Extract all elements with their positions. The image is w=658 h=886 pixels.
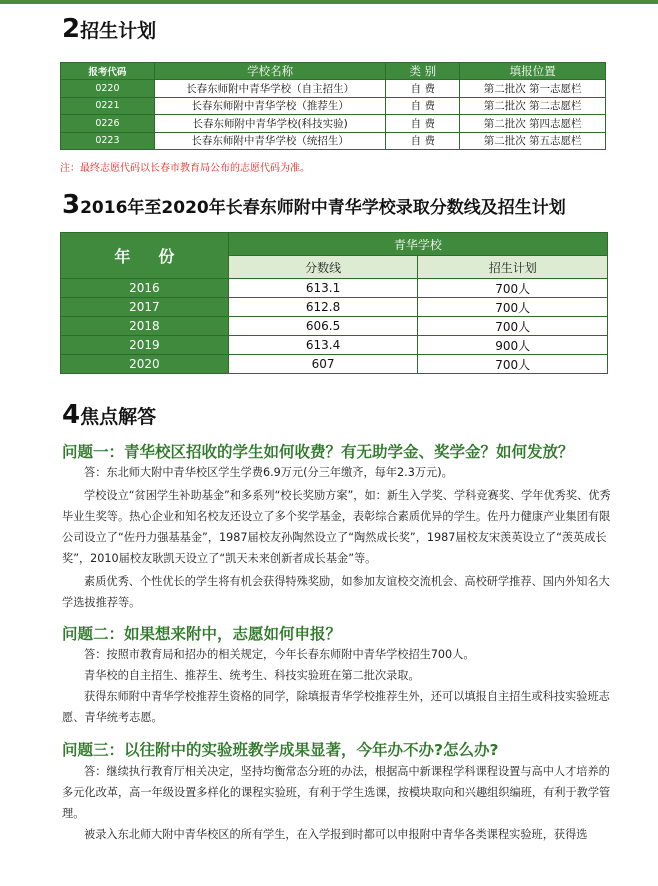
- section-title-scores: [62, 190, 566, 220]
- table-row: [61, 336, 608, 355]
- type-cell: 自 费: [386, 132, 460, 150]
- faq-answer-paragraph: 青华校的自主招生、推荐生、统考生、科技实验班在第二批次录取。: [84, 669, 420, 682]
- table-row: [61, 80, 606, 98]
- position-cell: 第二批次 第二志愿栏: [460, 97, 606, 115]
- faq-answer-paragraph: 学校设立“贫困学生补助基金”和多系列“校长奖励方案”，如：新生入学奖、学科竞赛奖、学年优秀奖、优秀毕业生奖等。热心企业和知名校友还设立了多个奖学基金，表彰综合素质优异的学生。佐丹力健康产业集团有限公司设立了“佐丹力强基基金”，1987届校友孙陶然设立了“陶然成长奖”，1987届校友宋羡英设立了“羡英成长奖”，2010届校友耿凯天设立了“凯天未来创新者成长基金”等。: [62, 489, 611, 565]
- section-title-text: 招生计划: [80, 20, 157, 42]
- score-cell: 613.1: [228, 279, 418, 298]
- faq-answer-paragraph: 答：继续执行教育厅相关决定，坚持均衡常态分班的办法，根据高中新课程学科课程设置与高中人才培养的多元化改革，高一年级设置多样化的课程实验班，有利于学生选课，按模块取向和兴趣组织编班，有利于教学管理。: [62, 765, 611, 820]
- table-row: [61, 132, 606, 150]
- code-cell: 0220: [61, 80, 155, 98]
- position-cell: 第二批次 第五志愿栏: [460, 132, 606, 150]
- header-plan: 招生计划: [418, 256, 608, 279]
- year-cell: 2017: [61, 298, 229, 317]
- plan-cell: 700人: [418, 317, 608, 336]
- section-title-faq: [62, 400, 156, 430]
- top-rule: [0, 0, 658, 4]
- score-cell: 607: [228, 355, 418, 374]
- header-school: 青华学校: [228, 233, 607, 256]
- faq-answer-paragraph: 获得东师附中青华学校推荐生资格的同学，除填报青华学校推荐生外，还可以填报自主招生或科技实验班志愿、青华统考志愿。: [62, 690, 610, 724]
- code-cell: 0223: [61, 132, 155, 150]
- header-position: 填报位置: [460, 63, 606, 80]
- year-cell: 2019: [61, 336, 229, 355]
- code-cell: 0226: [61, 115, 155, 133]
- header-score: 分数线: [228, 256, 418, 279]
- section-title-plan: [62, 14, 156, 44]
- section-title-text: 焦点解答: [80, 406, 157, 428]
- faq-question-2: 问题二：如果想来附中，志愿如何申报？: [62, 625, 342, 643]
- year-cell: 2016: [61, 279, 229, 298]
- school-cell: 长春东师附中青华学校(科技实验): [154, 115, 386, 133]
- table-row: [61, 317, 608, 336]
- score-cell: 612.8: [228, 298, 418, 317]
- table-row: [61, 115, 606, 133]
- type-cell: 自 费: [386, 97, 460, 115]
- plan-cell: 700人: [418, 279, 608, 298]
- section-number: 2: [62, 14, 81, 44]
- score-cell: 613.4: [228, 336, 418, 355]
- section-number: 4: [62, 400, 81, 430]
- table-row: [61, 298, 608, 317]
- table-row: [61, 279, 608, 298]
- enrollment-plan-table: [60, 62, 606, 150]
- header-type: 类 别: [386, 63, 460, 80]
- school-cell: 长春东师附中青华学校（自主招生）: [154, 80, 386, 98]
- score-cell: 606.5: [228, 317, 418, 336]
- faq-answer-paragraph: 被录入东北师大附中青华校区的所有学生，在入学报到时都可以申报附中青华各类课程实验班，获得选: [84, 828, 588, 841]
- type-cell: 自 费: [386, 115, 460, 133]
- school-cell: 长春东师附中青华学校（统招生）: [154, 132, 386, 150]
- plan-cell: 900人: [418, 336, 608, 355]
- school-cell: 长春东师附中青华学校（推荐生）: [154, 97, 386, 115]
- section-title-text: 2016年至2020年长春东师附中青华学校录取分数线及招生计划: [80, 198, 566, 218]
- faq-answer-paragraph: 答：东北师大附中青华校区学生学费6.9万元(分三年缴齐，每年2.3万元)。: [84, 466, 453, 479]
- header-code: 报考代码: [61, 63, 155, 80]
- year-cell: 2020: [61, 355, 229, 374]
- table-header-row: [61, 63, 606, 80]
- table-header-row: [61, 233, 608, 256]
- header-year: 年份: [61, 233, 229, 279]
- faq-question-1: 问题一：青华校区招收的学生如何收费？有无助学金、奖学金？如何发放？: [62, 443, 574, 461]
- plan-note: 注：最终志愿代码以长春市教育局公布的志愿代码为准。: [60, 163, 310, 174]
- code-cell: 0221: [61, 97, 155, 115]
- score-line-table: [60, 232, 608, 374]
- position-cell: 第二批次 第四志愿栏: [460, 115, 606, 133]
- table-row: [61, 355, 608, 374]
- plan-cell: 700人: [418, 355, 608, 374]
- table-row: [61, 97, 606, 115]
- year-cell: 2018: [61, 317, 229, 336]
- plan-cell: 700人: [418, 298, 608, 317]
- faq-question-3: 问题三：以往附中的实验班教学成果显著，今年办不办?怎么办?: [62, 741, 499, 759]
- position-cell: 第二批次 第一志愿栏: [460, 80, 606, 98]
- faq-answer-paragraph: 素质优秀、个性优长的学生将有机会获得特殊奖励，如参加友谊校交流机会、高校研学推荐、国内外知名大学选拔推荐等。: [62, 575, 610, 609]
- header-school: 学校名称: [154, 63, 386, 80]
- type-cell: 自 费: [386, 80, 460, 98]
- faq-answer-paragraph: 答：按照市教育局和招办的相关规定，今年长春东师附中青华学校招生700人。: [84, 648, 475, 661]
- section-number: 3: [62, 190, 81, 220]
